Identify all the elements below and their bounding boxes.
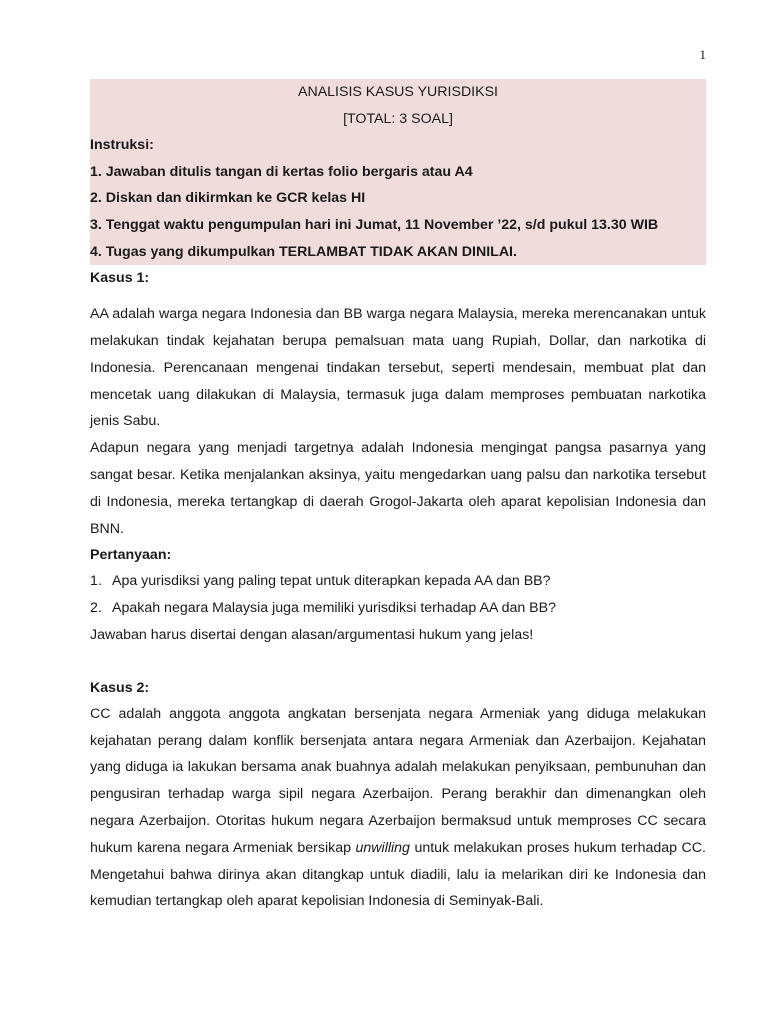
case2-italic-term: unwilling bbox=[355, 839, 410, 856]
instructions-label: Instruksi: bbox=[90, 137, 154, 154]
case2-heading: Kasus 2: bbox=[90, 679, 150, 696]
question-item bbox=[90, 568, 706, 595]
question-item bbox=[90, 595, 706, 622]
instruction-item: 3. Tenggat waktu pengumpulan hari ini Jumat, 11 November ’22, s/d pukul 13.30 WIB bbox=[90, 216, 659, 233]
instruction-box bbox=[90, 79, 706, 265]
case1-questions-label: Pertanyaan: bbox=[90, 547, 172, 564]
document-title: ANALISIS KASUS YURISDIKSI bbox=[297, 84, 498, 100]
instruction-item: 4. Tugas yang dikumpulkan TERLAMBAT TIDAK AKAN DINILAI. bbox=[90, 243, 517, 260]
question-number: 2. bbox=[90, 600, 102, 617]
case1-note: Jawaban harus disertai dengan alasan/argumentasi hukum yang jelas! bbox=[90, 626, 534, 643]
case2-paragraph bbox=[90, 701, 706, 915]
question-text: Apa yurisdiksi yang paling tepat untuk diterapkan kepada AA dan BB? bbox=[112, 573, 551, 590]
page-number: 1 bbox=[699, 47, 706, 62]
question-text: Apakah negara Malaysia juga memiliki yurisdiksi terhadap AA dan BB? bbox=[112, 600, 556, 617]
case1-paragraph-1: AA adalah warga negara Indonesia dan BB warga negara Malaysia, mereka merencanakan untuk melakukan tindak kejahatan berupa pemalsuan mata uang Rupiah, Dollar, dan narkotika di Indonesia. Perencanaan mengenai tindakan tersebut, seperti mendesain, membuat plat dan mencetak uang dilakukan di Malaysia, termasuk juga dalam memproses pembuatan narkotika jenis Sabu. bbox=[90, 306, 706, 430]
instruction-item: 2. Diskan dan dikirmkan ke GCR kelas HI bbox=[90, 190, 366, 207]
instruction-item: 1. Jawaban ditulis tangan di kertas folio bergaris atau A4 bbox=[90, 163, 473, 180]
case1-heading: Kasus 1: bbox=[90, 270, 150, 287]
document-subtitle: [TOTAL: 3 SOAL] bbox=[343, 110, 453, 127]
case1-paragraph-2: Adapun negara yang menjadi targetnya adalah Indonesia mengingat pangsa pasarnya yang sangat besar. Ketika menjalankan aksinya, yaitu mengedarkan uang palsu dan narkotika tersebut di Indonesia, mereka tertangkap di daerah Grogol-Jakarta oleh aparat kepolisian Indonesia dan BNN. bbox=[90, 440, 706, 537]
case2-text-part-1: CC adalah anggota anggota angkatan bersenjata negara Armeniak yang diduga melakukan kejahatan perang dalam konflik bersenjata antara negara Armeniak dan Azerbaijon. Kejahatan yang diduga ia lakukan bersama anak buahnya adalah melakukan penyiksaan, pembunuhan dan pengusiran terhadap warga sipil negara Azerbaijon. Perang berakhir dan dimenangkan oleh negara Azerbaijon. Otoritas hukum negara Azerbaijon bermaksud untuk memproses CC secara hukum karena negara Armeniak bersikap bbox=[90, 705, 706, 856]
document-body bbox=[90, 79, 706, 915]
question-number: 1. bbox=[90, 573, 102, 590]
case2-text-part-2: untuk melakukan proses hukum terhadap CC. Mengetahui bahwa dirinya akan ditangkap untuk diadili, lalu ia melarikan diri ke Indonesia dan kemudian tertangkap oleh aparat kepolisian Indonesia di Seminyak-Bali. bbox=[90, 839, 706, 910]
case1-question-list bbox=[90, 568, 706, 622]
